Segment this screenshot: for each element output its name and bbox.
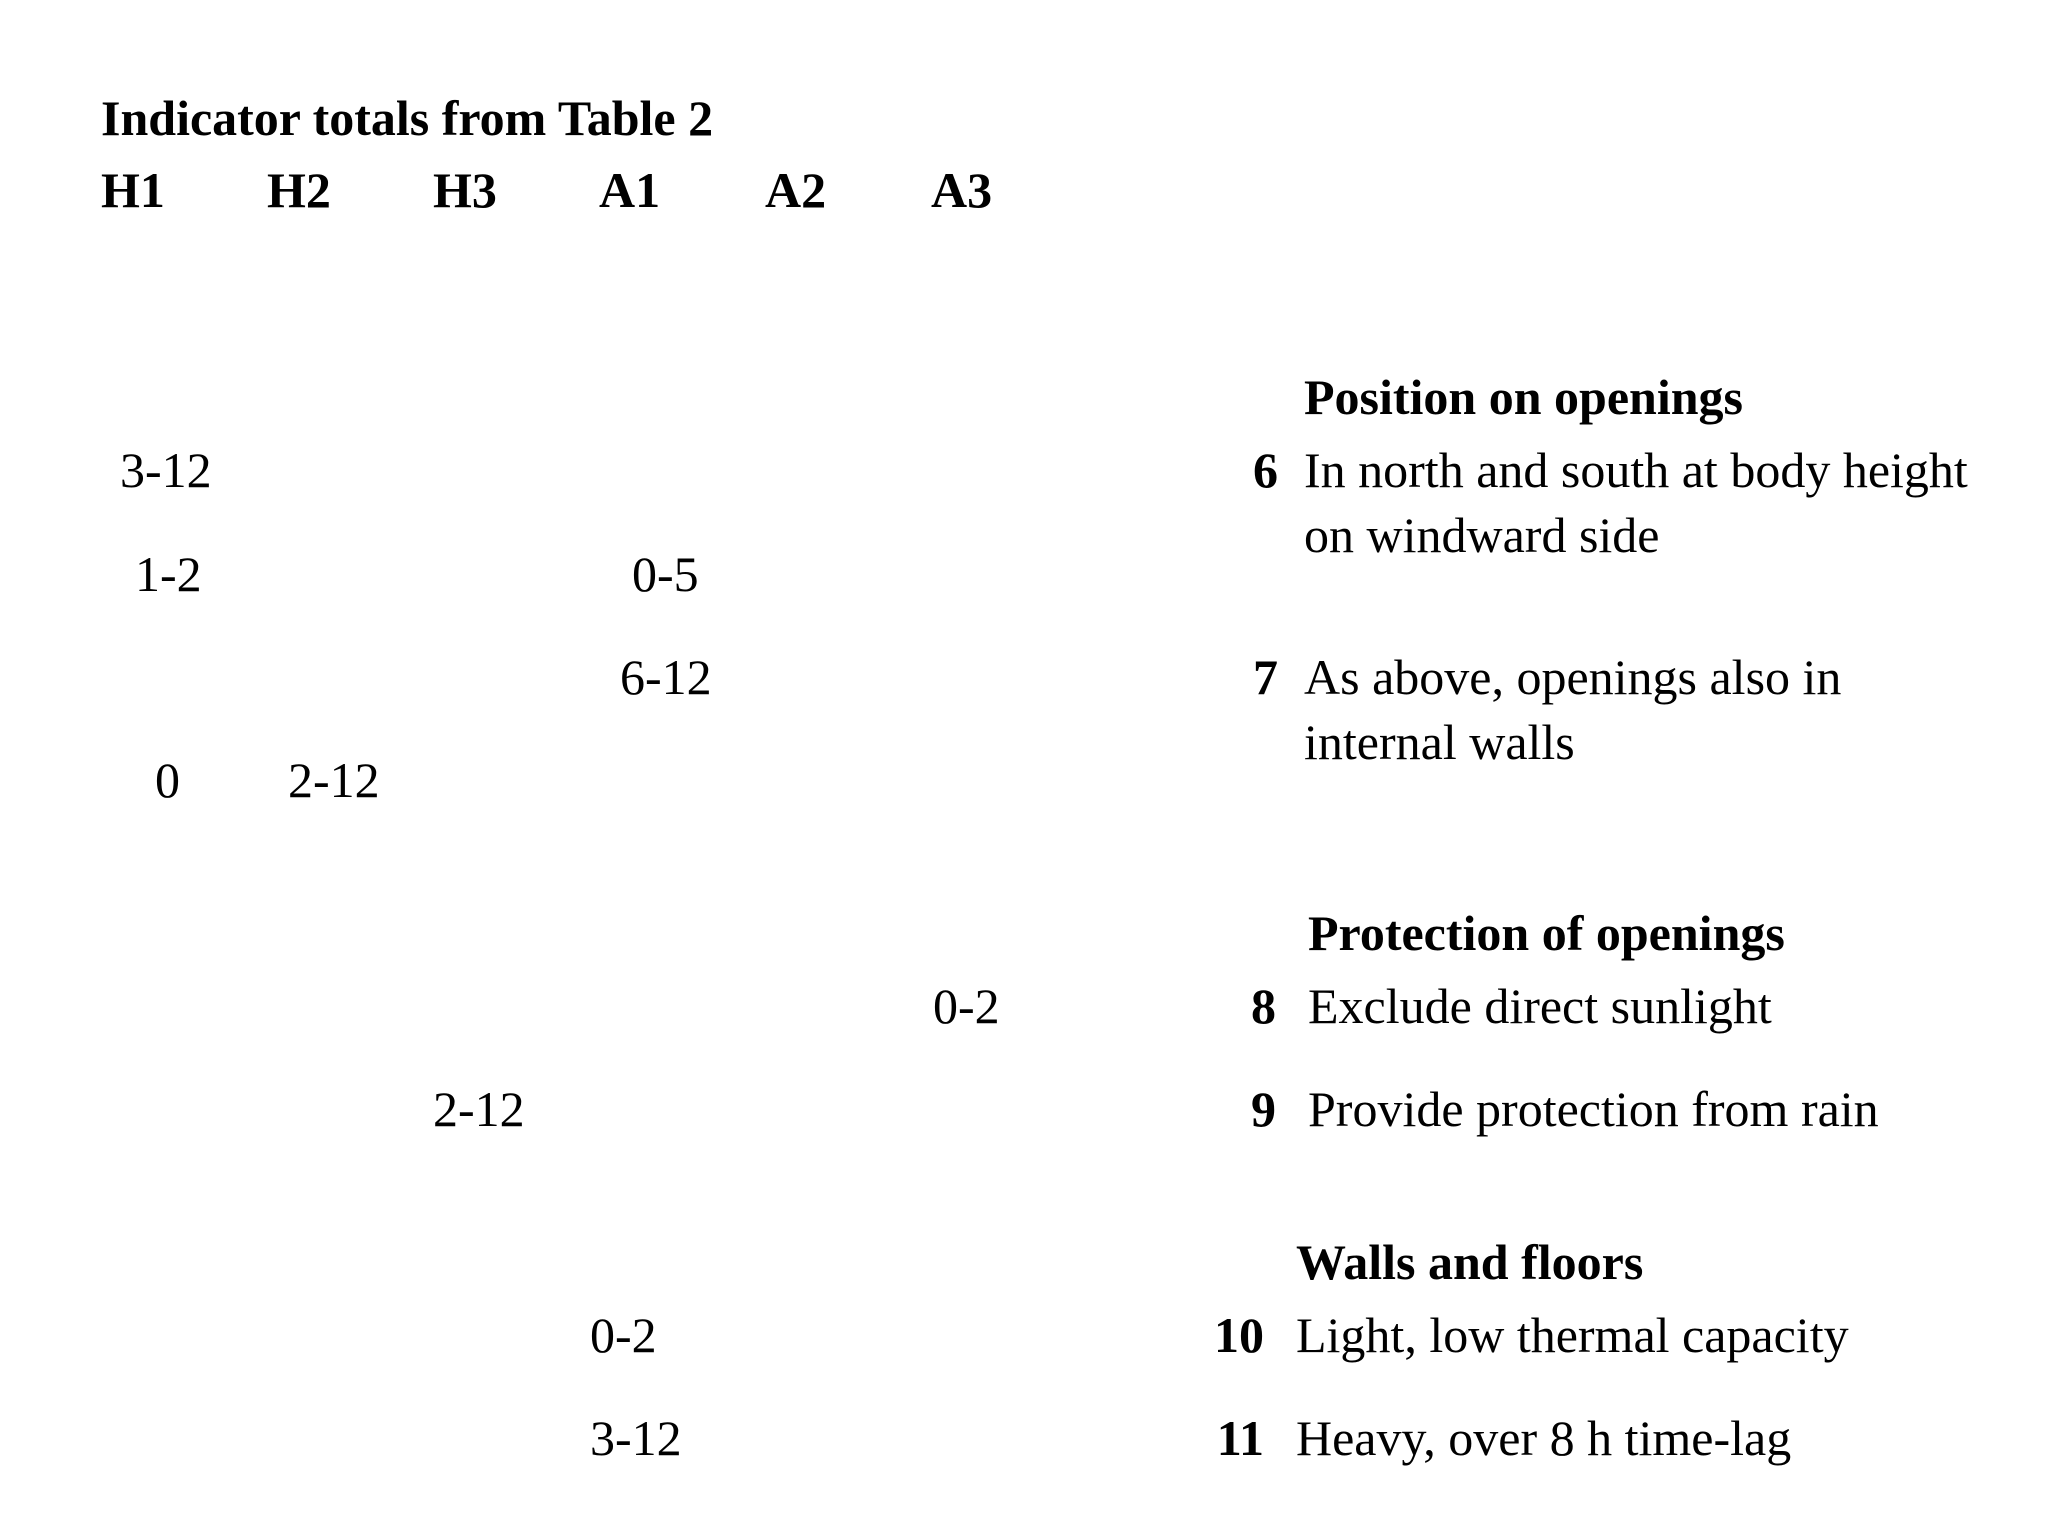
item-number-11: 11 xyxy=(1216,1410,1264,1466)
range-row7-a1: 6-12 xyxy=(620,649,712,705)
range-row7b-h2: 2-12 xyxy=(288,752,380,808)
item-number-7: 7 xyxy=(1253,649,1278,705)
item-number-9: 9 xyxy=(1251,1081,1276,1137)
range-row7b-h1: 0 xyxy=(155,752,180,808)
item-number-6: 6 xyxy=(1253,442,1278,498)
item-text-8: Exclude direct sunlight xyxy=(1308,978,1772,1034)
range-row8-a3: 0-2 xyxy=(933,978,1000,1034)
item-text-6-line2: on windward side xyxy=(1304,507,1660,563)
item-text-11: Heavy, over 8 h time-lag xyxy=(1296,1410,1792,1466)
column-header-h1: H1 xyxy=(101,162,165,218)
range-row6b-a1: 0-5 xyxy=(632,546,699,602)
section-heading-protection: Protection of openings xyxy=(1308,905,1785,961)
column-header-a2: A2 xyxy=(765,162,827,218)
item-text-6-line1: In north and south at body height xyxy=(1304,442,1968,498)
item-number-8: 8 xyxy=(1251,978,1276,1034)
section-heading-walls: Walls and floors xyxy=(1296,1234,1644,1290)
column-header-h3: H3 xyxy=(433,162,497,218)
range-row11-a1: 3-12 xyxy=(590,1410,682,1466)
column-header-a3: A3 xyxy=(931,162,993,218)
column-header-a1: A1 xyxy=(599,162,661,218)
item-number-10: 10 xyxy=(1214,1307,1264,1363)
item-text-9: Provide protection from rain xyxy=(1308,1081,1879,1137)
column-header-h2: H2 xyxy=(267,162,331,218)
range-row6b-h1: 1-2 xyxy=(135,546,202,602)
section-heading-position: Position on openings xyxy=(1304,369,1744,425)
table-title: Indicator totals from Table 2 xyxy=(101,90,714,146)
item-text-7-line2: internal walls xyxy=(1304,714,1575,770)
range-row10-a1: 0-2 xyxy=(590,1307,657,1363)
range-row9-h3: 2-12 xyxy=(433,1081,525,1137)
item-text-7-line1: As above, openings also in xyxy=(1304,649,1842,705)
item-text-10: Light, low thermal capacity xyxy=(1296,1307,1849,1363)
range-row6-h1: 3-12 xyxy=(120,442,212,498)
